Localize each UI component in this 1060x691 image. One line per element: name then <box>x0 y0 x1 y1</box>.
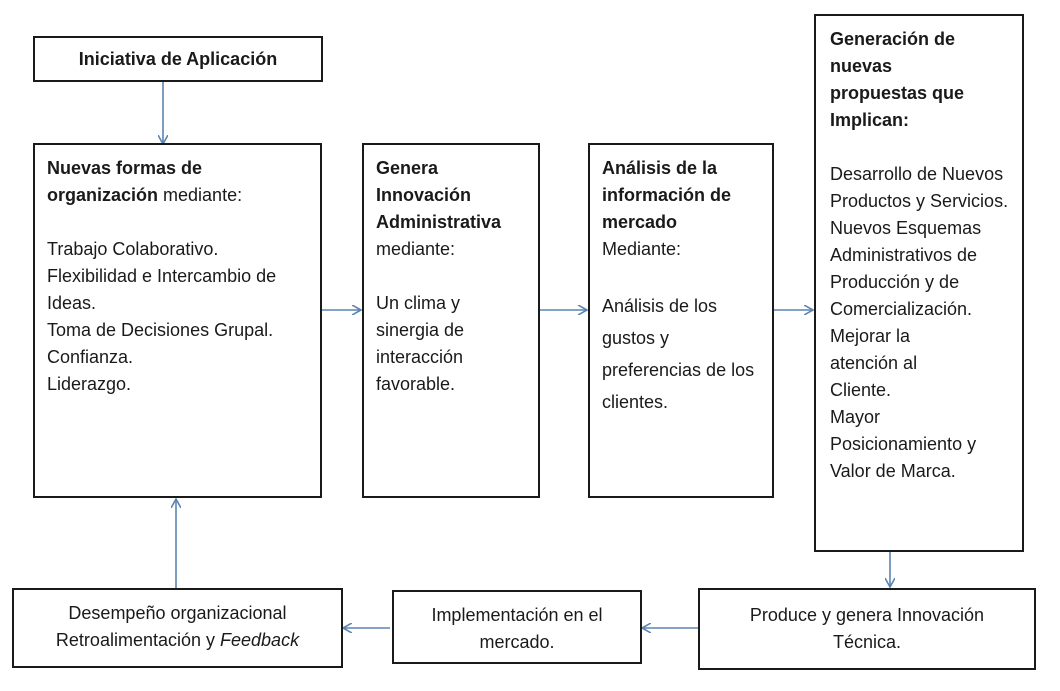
box-produce <box>698 588 1036 670</box>
generacion-item: Mejorar la atención al Cliente. <box>830 326 918 400</box>
box-desempeno <box>12 588 343 668</box>
desempeno-line2: Retroalimentación y Feedback <box>55 630 300 650</box>
box-innovacion <box>362 143 540 498</box>
produce-text: Produce y genera Innovación Técnica. <box>749 605 985 652</box>
analisis-body: Análisis de los gustos y preferencias de los clientes. <box>602 296 755 412</box>
box-iniciativa <box>33 36 323 82</box>
organizacion-item: Trabajo Colaborativo. <box>47 239 219 259</box>
box-generacion <box>814 14 1024 552</box>
box-analisis <box>588 143 774 498</box>
generacion-item: Nuevos Esquemas Administrativos de Producción y de Comercialización. <box>830 218 982 319</box>
generacion-item: Mayor Posicionamiento y Valor de Marca. <box>830 407 977 481</box>
implementacion-text: Implementación en el mercado. <box>431 605 603 652</box>
generacion-title: Generación de nuevas propuestas que Implican: <box>830 29 965 130</box>
box-implementacion <box>392 590 642 664</box>
box-organizacion <box>33 143 322 498</box>
organizacion-item: Toma de Decisiones Grupal. <box>47 320 274 340</box>
innovacion-subtitle: mediante: <box>376 239 456 259</box>
innovacion-body: Un clima y sinergia de interacción favorable. <box>376 293 465 394</box>
organizacion-heading: Nuevas formas de organización mediante: <box>47 158 243 205</box>
organizacion-item: Liderazgo. <box>47 374 132 394</box>
organizacion-item: Confianza. <box>47 347 134 367</box>
analisis-title: Análisis de la información de mercado <box>602 158 732 232</box>
generacion-item: Desarrollo de Nuevos Productos y Servicios. <box>830 164 1009 211</box>
organizacion-item: Flexibilidad e Intercambio de Ideas. <box>47 266 277 313</box>
iniciativa-title: Iniciativa de Aplicación <box>78 49 278 69</box>
innovacion-title: Genera Innovación Administrativa <box>376 158 502 232</box>
analisis-subtitle: Mediante: <box>602 239 682 259</box>
desempeno-line1: Desempeño organizacional <box>68 603 287 623</box>
